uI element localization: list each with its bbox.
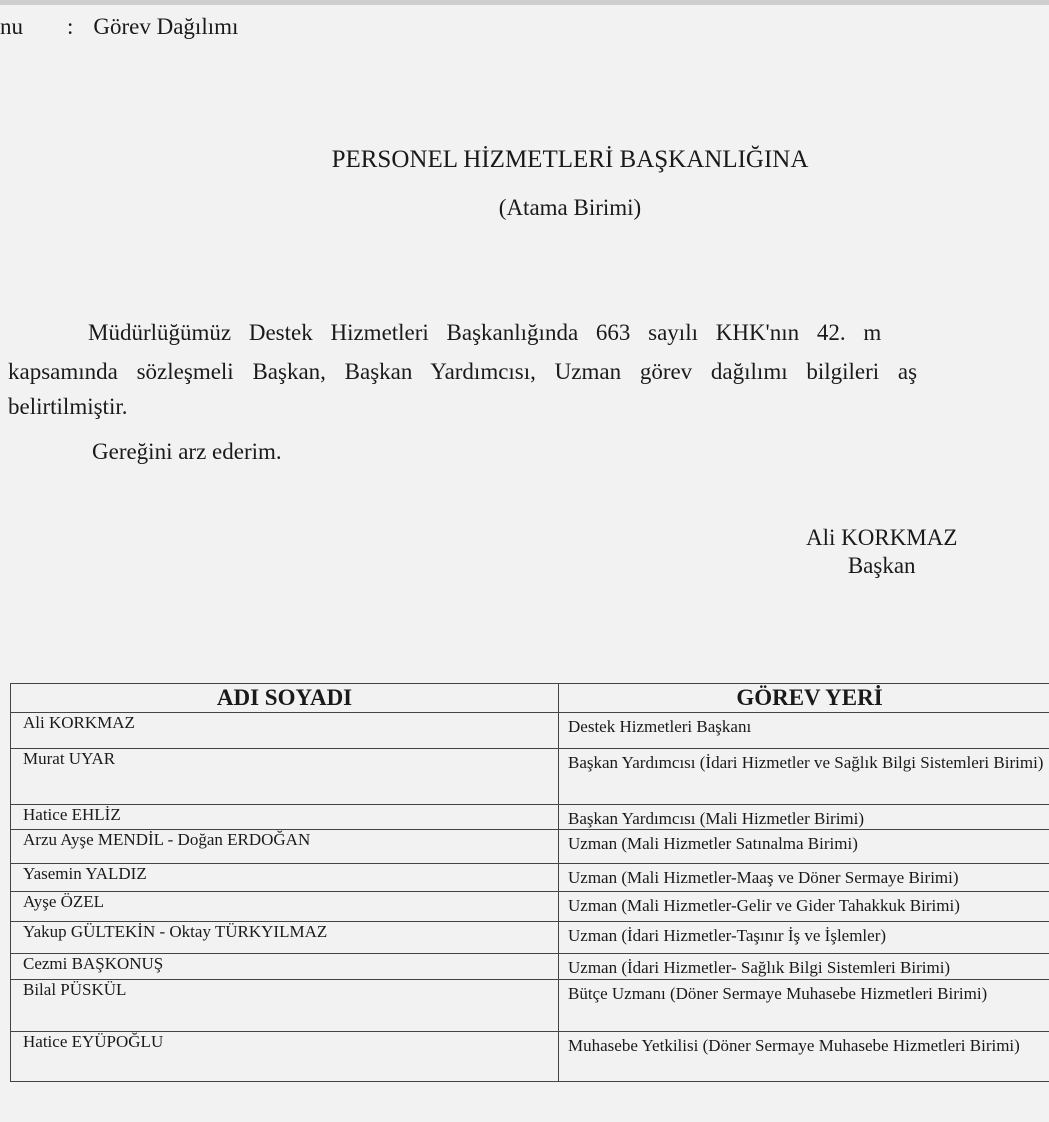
table-row [11, 954, 1049, 980]
table-row [11, 749, 1049, 805]
role-cell: Destek Hizmetleri Başkanı [559, 713, 1049, 749]
table-row [11, 805, 1049, 830]
addressee-unit: (Atama Birimi) [498, 195, 642, 220]
role-cell: Başkan Yardımcısı (Mali Hizmetler Birimi) [559, 805, 1049, 830]
name-cell: Murat UYAR [11, 749, 559, 805]
signer-name: Ali KORKMAZ [806, 525, 958, 550]
table-row [11, 713, 1049, 749]
addressee-title: PERSONEL HİZMETLERİ BAŞKANLIĞINA [331, 146, 809, 173]
table-row [11, 864, 1049, 892]
name-cell: Bilal PÜSKÜL [11, 980, 559, 1032]
role-cell: Başkan Yardımcısı (İdari Hizmetler ve Sağlık Bilgi Sistemleri Birimi) [559, 749, 1049, 805]
subject-value: Görev Dağılımı [93, 14, 239, 39]
name-cell: Ali KORKMAZ [11, 713, 559, 749]
header-name: ADI SOYADI [11, 684, 559, 713]
table-header-row [11, 684, 1049, 713]
table-row [11, 980, 1049, 1032]
name-cell: Hatice EHLİZ [11, 805, 559, 830]
role-cell: Uzman (İdari Hizmetler- Sağlık Bilgi Sistemleri Birimi) [559, 954, 1049, 980]
table-row [11, 922, 1049, 954]
role-cell: Muhasebe Yetkilisi (Döner Sermaye Muhasebe Hizmetleri Birimi) [559, 1032, 1049, 1082]
table-row [11, 830, 1049, 864]
role-cell: Uzman (Mali Hizmetler-Gelir ve Gider Tahakkuk Birimi) [559, 892, 1049, 922]
body-line-3: belirtilmiştir. [8, 394, 128, 419]
name-cell: Hatice EYÜPOĞLU [11, 1032, 559, 1082]
duty-table [10, 683, 1049, 1082]
body-line-2: kapsamında sözleşmeli Başkan, Başkan Yardımcısı, Uzman görev dağılımı bilgileri aş [8, 359, 918, 384]
signer-title: Başkan [847, 553, 916, 578]
name-cell: Ayşe ÖZEL [11, 892, 559, 922]
table-row [11, 892, 1049, 922]
role-cell: Uzman (İdari Hizmetler-Taşınır İş ve İşlemler) [559, 922, 1049, 954]
header-role: GÖREV YERİ [559, 684, 1049, 713]
top-border [0, 0, 1049, 5]
role-cell: Bütçe Uzmanı (Döner Sermaye Muhasebe Hizmetleri Birimi) [559, 980, 1049, 1032]
subject-colon: : [67, 14, 74, 39]
role-cell: Uzman (Mali Hizmetler Satınalma Birimi) [559, 830, 1049, 864]
role-cell: Uzman (Mali Hizmetler-Maaş ve Döner Sermaye Birimi) [559, 864, 1049, 892]
signature-block [806, 525, 957, 579]
subject-label: nu [0, 14, 23, 39]
name-cell: Cezmi BAŞKONUŞ [11, 954, 559, 980]
name-cell: Arzu Ayşe MENDİL - Doğan ERDOĞAN [11, 830, 559, 864]
body-line-1: Müdürlüğümüz Destek Hizmetleri Başkanlığında 663 sayılı KHK'nın 42. m [88, 320, 882, 345]
table-row [11, 1032, 1049, 1082]
name-cell: Yasemin YALDIZ [11, 864, 559, 892]
subject-line [0, 14, 238, 40]
name-cell: Yakup GÜLTEKİN - Oktay TÜRKYILMAZ [11, 922, 559, 954]
closing-text: Gereğini arz ederim. [92, 439, 282, 464]
